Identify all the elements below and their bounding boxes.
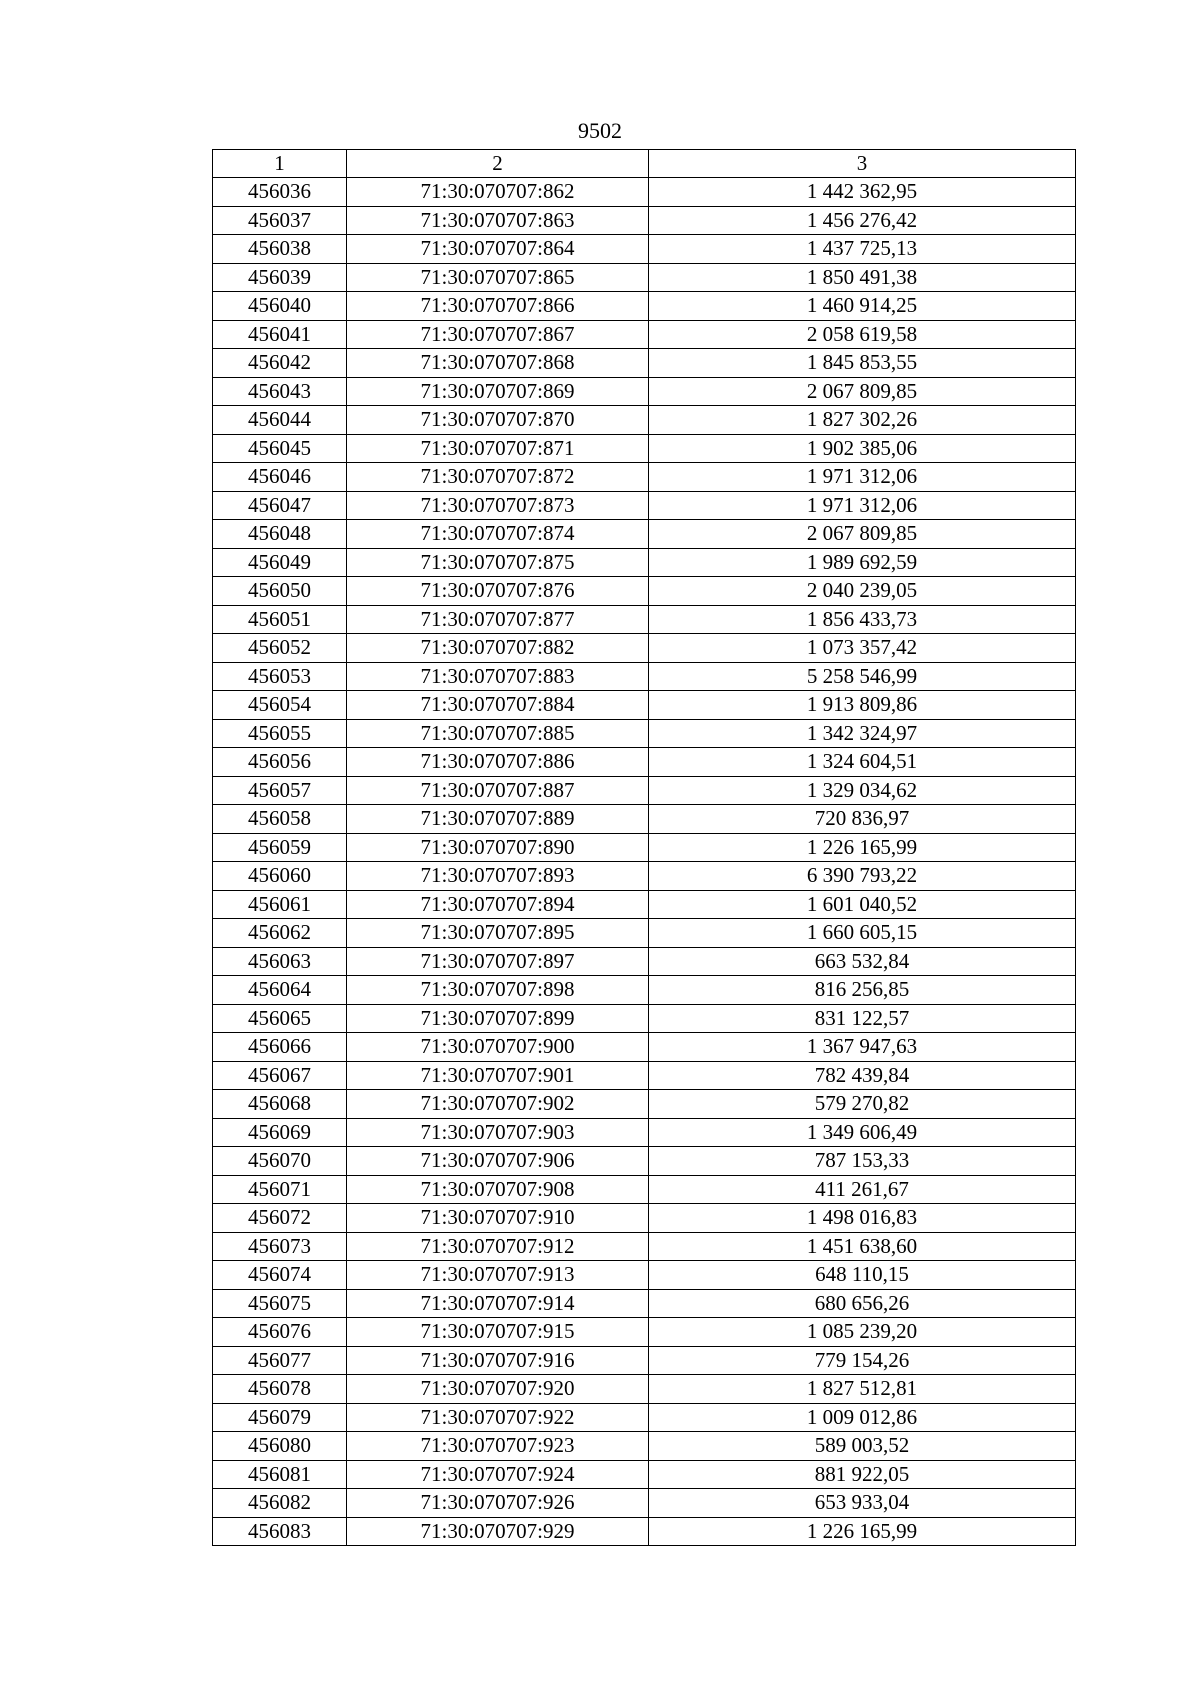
row-number-cell: 456054 bbox=[213, 691, 347, 720]
cadastral-value-cell: 1 601 040,52 bbox=[649, 890, 1076, 919]
cadastral-value-cell: 2 040 239,05 bbox=[649, 577, 1076, 606]
cadastral-number-cell: 71:30:070707:890 bbox=[347, 833, 649, 862]
cadastral-number-cell: 71:30:070707:876 bbox=[347, 577, 649, 606]
cadastral-number-cell: 71:30:070707:877 bbox=[347, 605, 649, 634]
cadastral-number-cell: 71:30:070707:916 bbox=[347, 1346, 649, 1375]
cadastral-number-cell: 71:30:070707:900 bbox=[347, 1033, 649, 1062]
cadastral-number-cell: 71:30:070707:903 bbox=[347, 1118, 649, 1147]
cadastral-number-cell: 71:30:070707:899 bbox=[347, 1004, 649, 1033]
table-row bbox=[213, 292, 1076, 321]
table-row bbox=[213, 577, 1076, 606]
cadastral-value-cell: 881 922,05 bbox=[649, 1460, 1076, 1489]
table-row bbox=[213, 1004, 1076, 1033]
row-number-cell: 456053 bbox=[213, 662, 347, 691]
cadastral-number-cell: 71:30:070707:897 bbox=[347, 947, 649, 976]
table-row bbox=[213, 1375, 1076, 1404]
table-row bbox=[213, 1432, 1076, 1461]
row-number-cell: 456066 bbox=[213, 1033, 347, 1062]
table-row bbox=[213, 548, 1076, 577]
table-header bbox=[213, 150, 1076, 178]
cadastral-value-cell: 779 154,26 bbox=[649, 1346, 1076, 1375]
row-number-cell: 456062 bbox=[213, 919, 347, 948]
table-row bbox=[213, 748, 1076, 777]
column-header-2: 2 bbox=[347, 150, 649, 178]
cadastral-value-cell: 2 067 809,85 bbox=[649, 377, 1076, 406]
table-row bbox=[213, 1175, 1076, 1204]
table-row bbox=[213, 805, 1076, 834]
table-row bbox=[213, 235, 1076, 264]
row-number-cell: 456075 bbox=[213, 1289, 347, 1318]
cadastral-number-cell: 71:30:070707:862 bbox=[347, 178, 649, 207]
cadastral-number-cell: 71:30:070707:884 bbox=[347, 691, 649, 720]
table-row bbox=[213, 1403, 1076, 1432]
table-row bbox=[213, 976, 1076, 1005]
table-row bbox=[213, 634, 1076, 663]
row-number-cell: 456037 bbox=[213, 206, 347, 235]
cadastral-value-cell: 680 656,26 bbox=[649, 1289, 1076, 1318]
table-body bbox=[213, 178, 1076, 1546]
cadastral-number-cell: 71:30:070707:889 bbox=[347, 805, 649, 834]
row-number-cell: 456080 bbox=[213, 1432, 347, 1461]
cadastral-number-cell: 71:30:070707:870 bbox=[347, 406, 649, 435]
row-number-cell: 456060 bbox=[213, 862, 347, 891]
cadastral-value-cell: 648 110,15 bbox=[649, 1261, 1076, 1290]
row-number-cell: 456067 bbox=[213, 1061, 347, 1090]
cadastral-value-cell: 1 971 312,06 bbox=[649, 463, 1076, 492]
row-number-cell: 456043 bbox=[213, 377, 347, 406]
row-number-cell: 456077 bbox=[213, 1346, 347, 1375]
cadastral-number-cell: 71:30:070707:902 bbox=[347, 1090, 649, 1119]
cadastral-number-cell: 71:30:070707:883 bbox=[347, 662, 649, 691]
cadastral-number-cell: 71:30:070707:901 bbox=[347, 1061, 649, 1090]
row-number-cell: 456074 bbox=[213, 1261, 347, 1290]
table-row bbox=[213, 1460, 1076, 1489]
cadastral-value-cell: 1 971 312,06 bbox=[649, 491, 1076, 520]
cadastral-value-cell: 1 827 512,81 bbox=[649, 1375, 1076, 1404]
cadastral-number-cell: 71:30:070707:923 bbox=[347, 1432, 649, 1461]
cadastral-value-cell: 2 067 809,85 bbox=[649, 520, 1076, 549]
row-number-cell: 456081 bbox=[213, 1460, 347, 1489]
cadastral-value-cell: 1 660 605,15 bbox=[649, 919, 1076, 948]
cadastral-value-cell: 1 437 725,13 bbox=[649, 235, 1076, 264]
row-number-cell: 456039 bbox=[213, 263, 347, 292]
cadastral-number-cell: 71:30:070707:887 bbox=[347, 776, 649, 805]
cadastral-number-cell: 71:30:070707:872 bbox=[347, 463, 649, 492]
row-number-cell: 456078 bbox=[213, 1375, 347, 1404]
table-row bbox=[213, 947, 1076, 976]
row-number-cell: 456041 bbox=[213, 320, 347, 349]
cadastral-number-cell: 71:30:070707:868 bbox=[347, 349, 649, 378]
cadastral-number-cell: 71:30:070707:898 bbox=[347, 976, 649, 1005]
cadastral-value-cell: 782 439,84 bbox=[649, 1061, 1076, 1090]
table-row bbox=[213, 1318, 1076, 1347]
cadastral-value-cell: 1 902 385,06 bbox=[649, 434, 1076, 463]
table-row bbox=[213, 406, 1076, 435]
row-number-cell: 456079 bbox=[213, 1403, 347, 1432]
table-row bbox=[213, 349, 1076, 378]
row-number-cell: 456063 bbox=[213, 947, 347, 976]
table-row bbox=[213, 1147, 1076, 1176]
table-row bbox=[213, 1118, 1076, 1147]
cadastral-number-cell: 71:30:070707:867 bbox=[347, 320, 649, 349]
table-row bbox=[213, 491, 1076, 520]
cadastral-value-cell: 663 532,84 bbox=[649, 947, 1076, 976]
row-number-cell: 456055 bbox=[213, 719, 347, 748]
cadastral-value-cell: 1 989 692,59 bbox=[649, 548, 1076, 577]
column-header-1: 1 bbox=[213, 150, 347, 178]
row-number-cell: 456042 bbox=[213, 349, 347, 378]
cadastral-value-cell: 411 261,67 bbox=[649, 1175, 1076, 1204]
cadastral-value-cell: 1 367 947,63 bbox=[649, 1033, 1076, 1062]
cadastral-value-cell: 1 329 034,62 bbox=[649, 776, 1076, 805]
table-row bbox=[213, 206, 1076, 235]
row-number-cell: 456052 bbox=[213, 634, 347, 663]
cadastral-value-cell: 1 451 638,60 bbox=[649, 1232, 1076, 1261]
table-row bbox=[213, 320, 1076, 349]
row-number-cell: 456076 bbox=[213, 1318, 347, 1347]
row-number-cell: 456072 bbox=[213, 1204, 347, 1233]
cadastral-number-cell: 71:30:070707:869 bbox=[347, 377, 649, 406]
row-number-cell: 456064 bbox=[213, 976, 347, 1005]
cadastral-number-cell: 71:30:070707:915 bbox=[347, 1318, 649, 1347]
row-number-cell: 456046 bbox=[213, 463, 347, 492]
cadastral-value-cell: 1 456 276,42 bbox=[649, 206, 1076, 235]
cadastral-value-cell: 1 009 012,86 bbox=[649, 1403, 1076, 1432]
cadastral-value-cell: 1 342 324,97 bbox=[649, 719, 1076, 748]
row-number-cell: 456068 bbox=[213, 1090, 347, 1119]
cadastral-value-cell: 1 085 239,20 bbox=[649, 1318, 1076, 1347]
row-number-cell: 456045 bbox=[213, 434, 347, 463]
cadastral-value-cell: 1 442 362,95 bbox=[649, 178, 1076, 207]
row-number-cell: 456044 bbox=[213, 406, 347, 435]
table-row bbox=[213, 1261, 1076, 1290]
cadastral-number-cell: 71:30:070707:886 bbox=[347, 748, 649, 777]
cadastral-number-cell: 71:30:070707:864 bbox=[347, 235, 649, 264]
cadastral-number-cell: 71:30:070707:895 bbox=[347, 919, 649, 948]
table-row bbox=[213, 719, 1076, 748]
cadastral-value-cell: 2 058 619,58 bbox=[649, 320, 1076, 349]
row-number-cell: 456083 bbox=[213, 1517, 347, 1546]
page-number: 9502 bbox=[578, 118, 622, 143]
cadastral-number-cell: 71:30:070707:913 bbox=[347, 1261, 649, 1290]
row-number-cell: 456038 bbox=[213, 235, 347, 264]
cadastral-value-cell: 579 270,82 bbox=[649, 1090, 1076, 1119]
table-row bbox=[213, 520, 1076, 549]
cadastral-number-cell: 71:30:070707:922 bbox=[347, 1403, 649, 1432]
table-row bbox=[213, 178, 1076, 207]
row-number-cell: 456050 bbox=[213, 577, 347, 606]
cadastral-number-cell: 71:30:070707:865 bbox=[347, 263, 649, 292]
table-row bbox=[213, 1289, 1076, 1318]
table-row bbox=[213, 1061, 1076, 1090]
cadastral-value-cell: 1 226 165,99 bbox=[649, 833, 1076, 862]
cadastral-number-cell: 71:30:070707:874 bbox=[347, 520, 649, 549]
table-row bbox=[213, 776, 1076, 805]
table-row bbox=[213, 263, 1076, 292]
cadastral-number-cell: 71:30:070707:924 bbox=[347, 1460, 649, 1489]
cadastral-value-cell: 653 933,04 bbox=[649, 1489, 1076, 1518]
cadastral-value-cell: 787 153,33 bbox=[649, 1147, 1076, 1176]
table-row bbox=[213, 862, 1076, 891]
table-row bbox=[213, 434, 1076, 463]
cadastral-value-cell: 1 073 357,42 bbox=[649, 634, 1076, 663]
row-number-cell: 456036 bbox=[213, 178, 347, 207]
cadastral-number-cell: 71:30:070707:914 bbox=[347, 1289, 649, 1318]
row-number-cell: 456056 bbox=[213, 748, 347, 777]
row-number-cell: 456071 bbox=[213, 1175, 347, 1204]
table-row bbox=[213, 1346, 1076, 1375]
cadastral-number-cell: 71:30:070707:910 bbox=[347, 1204, 649, 1233]
row-number-cell: 456059 bbox=[213, 833, 347, 862]
cadastral-number-cell: 71:30:070707:906 bbox=[347, 1147, 649, 1176]
table-row bbox=[213, 1090, 1076, 1119]
row-number-cell: 456057 bbox=[213, 776, 347, 805]
cadastral-value-cell: 1 856 433,73 bbox=[649, 605, 1076, 634]
cadastral-number-cell: 71:30:070707:908 bbox=[347, 1175, 649, 1204]
table-row bbox=[213, 377, 1076, 406]
row-number-cell: 456040 bbox=[213, 292, 347, 321]
table-row bbox=[213, 1232, 1076, 1261]
cadastral-number-cell: 71:30:070707:873 bbox=[347, 491, 649, 520]
cadastral-number-cell: 71:30:070707:926 bbox=[347, 1489, 649, 1518]
table-row bbox=[213, 1517, 1076, 1546]
row-number-cell: 456082 bbox=[213, 1489, 347, 1518]
cadastral-number-cell: 71:30:070707:894 bbox=[347, 890, 649, 919]
cadastral-number-cell: 71:30:070707:929 bbox=[347, 1517, 649, 1546]
cadastral-value-cell: 831 122,57 bbox=[649, 1004, 1076, 1033]
row-number-cell: 456048 bbox=[213, 520, 347, 549]
row-number-cell: 456070 bbox=[213, 1147, 347, 1176]
row-number-cell: 456065 bbox=[213, 1004, 347, 1033]
cadastral-value-cell: 1 850 491,38 bbox=[649, 263, 1076, 292]
cadastral-number-cell: 71:30:070707:885 bbox=[347, 719, 649, 748]
cadastral-value-cell: 1 349 606,49 bbox=[649, 1118, 1076, 1147]
table-row bbox=[213, 1204, 1076, 1233]
cadastral-number-cell: 71:30:070707:912 bbox=[347, 1232, 649, 1261]
cadastral-number-cell: 71:30:070707:866 bbox=[347, 292, 649, 321]
table-row bbox=[213, 691, 1076, 720]
cadastral-number-cell: 71:30:070707:871 bbox=[347, 434, 649, 463]
table-row bbox=[213, 833, 1076, 862]
cadastral-value-cell: 720 836,97 bbox=[649, 805, 1076, 834]
row-number-cell: 456073 bbox=[213, 1232, 347, 1261]
cadastral-value-cell: 589 003,52 bbox=[649, 1432, 1076, 1461]
cadastral-value-cell: 1 827 302,26 bbox=[649, 406, 1076, 435]
cadastral-value-cell: 816 256,85 bbox=[649, 976, 1076, 1005]
table-row bbox=[213, 919, 1076, 948]
table-row bbox=[213, 662, 1076, 691]
cadastral-number-cell: 71:30:070707:893 bbox=[347, 862, 649, 891]
cadastral-value-cell: 1 324 604,51 bbox=[649, 748, 1076, 777]
cadastral-value-cell: 1 913 809,86 bbox=[649, 691, 1076, 720]
cadastral-value-cell: 1 460 914,25 bbox=[649, 292, 1076, 321]
row-number-cell: 456049 bbox=[213, 548, 347, 577]
row-number-cell: 456069 bbox=[213, 1118, 347, 1147]
column-header-3: 3 bbox=[649, 150, 1076, 178]
row-number-cell: 456058 bbox=[213, 805, 347, 834]
cadastral-number-cell: 71:30:070707:882 bbox=[347, 634, 649, 663]
table-row bbox=[213, 463, 1076, 492]
table-row bbox=[213, 1489, 1076, 1518]
cadastral-value-table bbox=[212, 149, 1076, 1546]
row-number-cell: 456061 bbox=[213, 890, 347, 919]
table-row bbox=[213, 890, 1076, 919]
cadastral-value-cell: 5 258 546,99 bbox=[649, 662, 1076, 691]
table-row bbox=[213, 605, 1076, 634]
cadastral-value-cell: 1 845 853,55 bbox=[649, 349, 1076, 378]
header-row bbox=[213, 150, 1076, 178]
cadastral-number-cell: 71:30:070707:920 bbox=[347, 1375, 649, 1404]
cadastral-value-cell: 1 226 165,99 bbox=[649, 1517, 1076, 1546]
cadastral-number-cell: 71:30:070707:863 bbox=[347, 206, 649, 235]
cadastral-number-cell: 71:30:070707:875 bbox=[347, 548, 649, 577]
table-row bbox=[213, 1033, 1076, 1062]
cadastral-value-cell: 6 390 793,22 bbox=[649, 862, 1076, 891]
cadastral-value-cell: 1 498 016,83 bbox=[649, 1204, 1076, 1233]
row-number-cell: 456051 bbox=[213, 605, 347, 634]
row-number-cell: 456047 bbox=[213, 491, 347, 520]
